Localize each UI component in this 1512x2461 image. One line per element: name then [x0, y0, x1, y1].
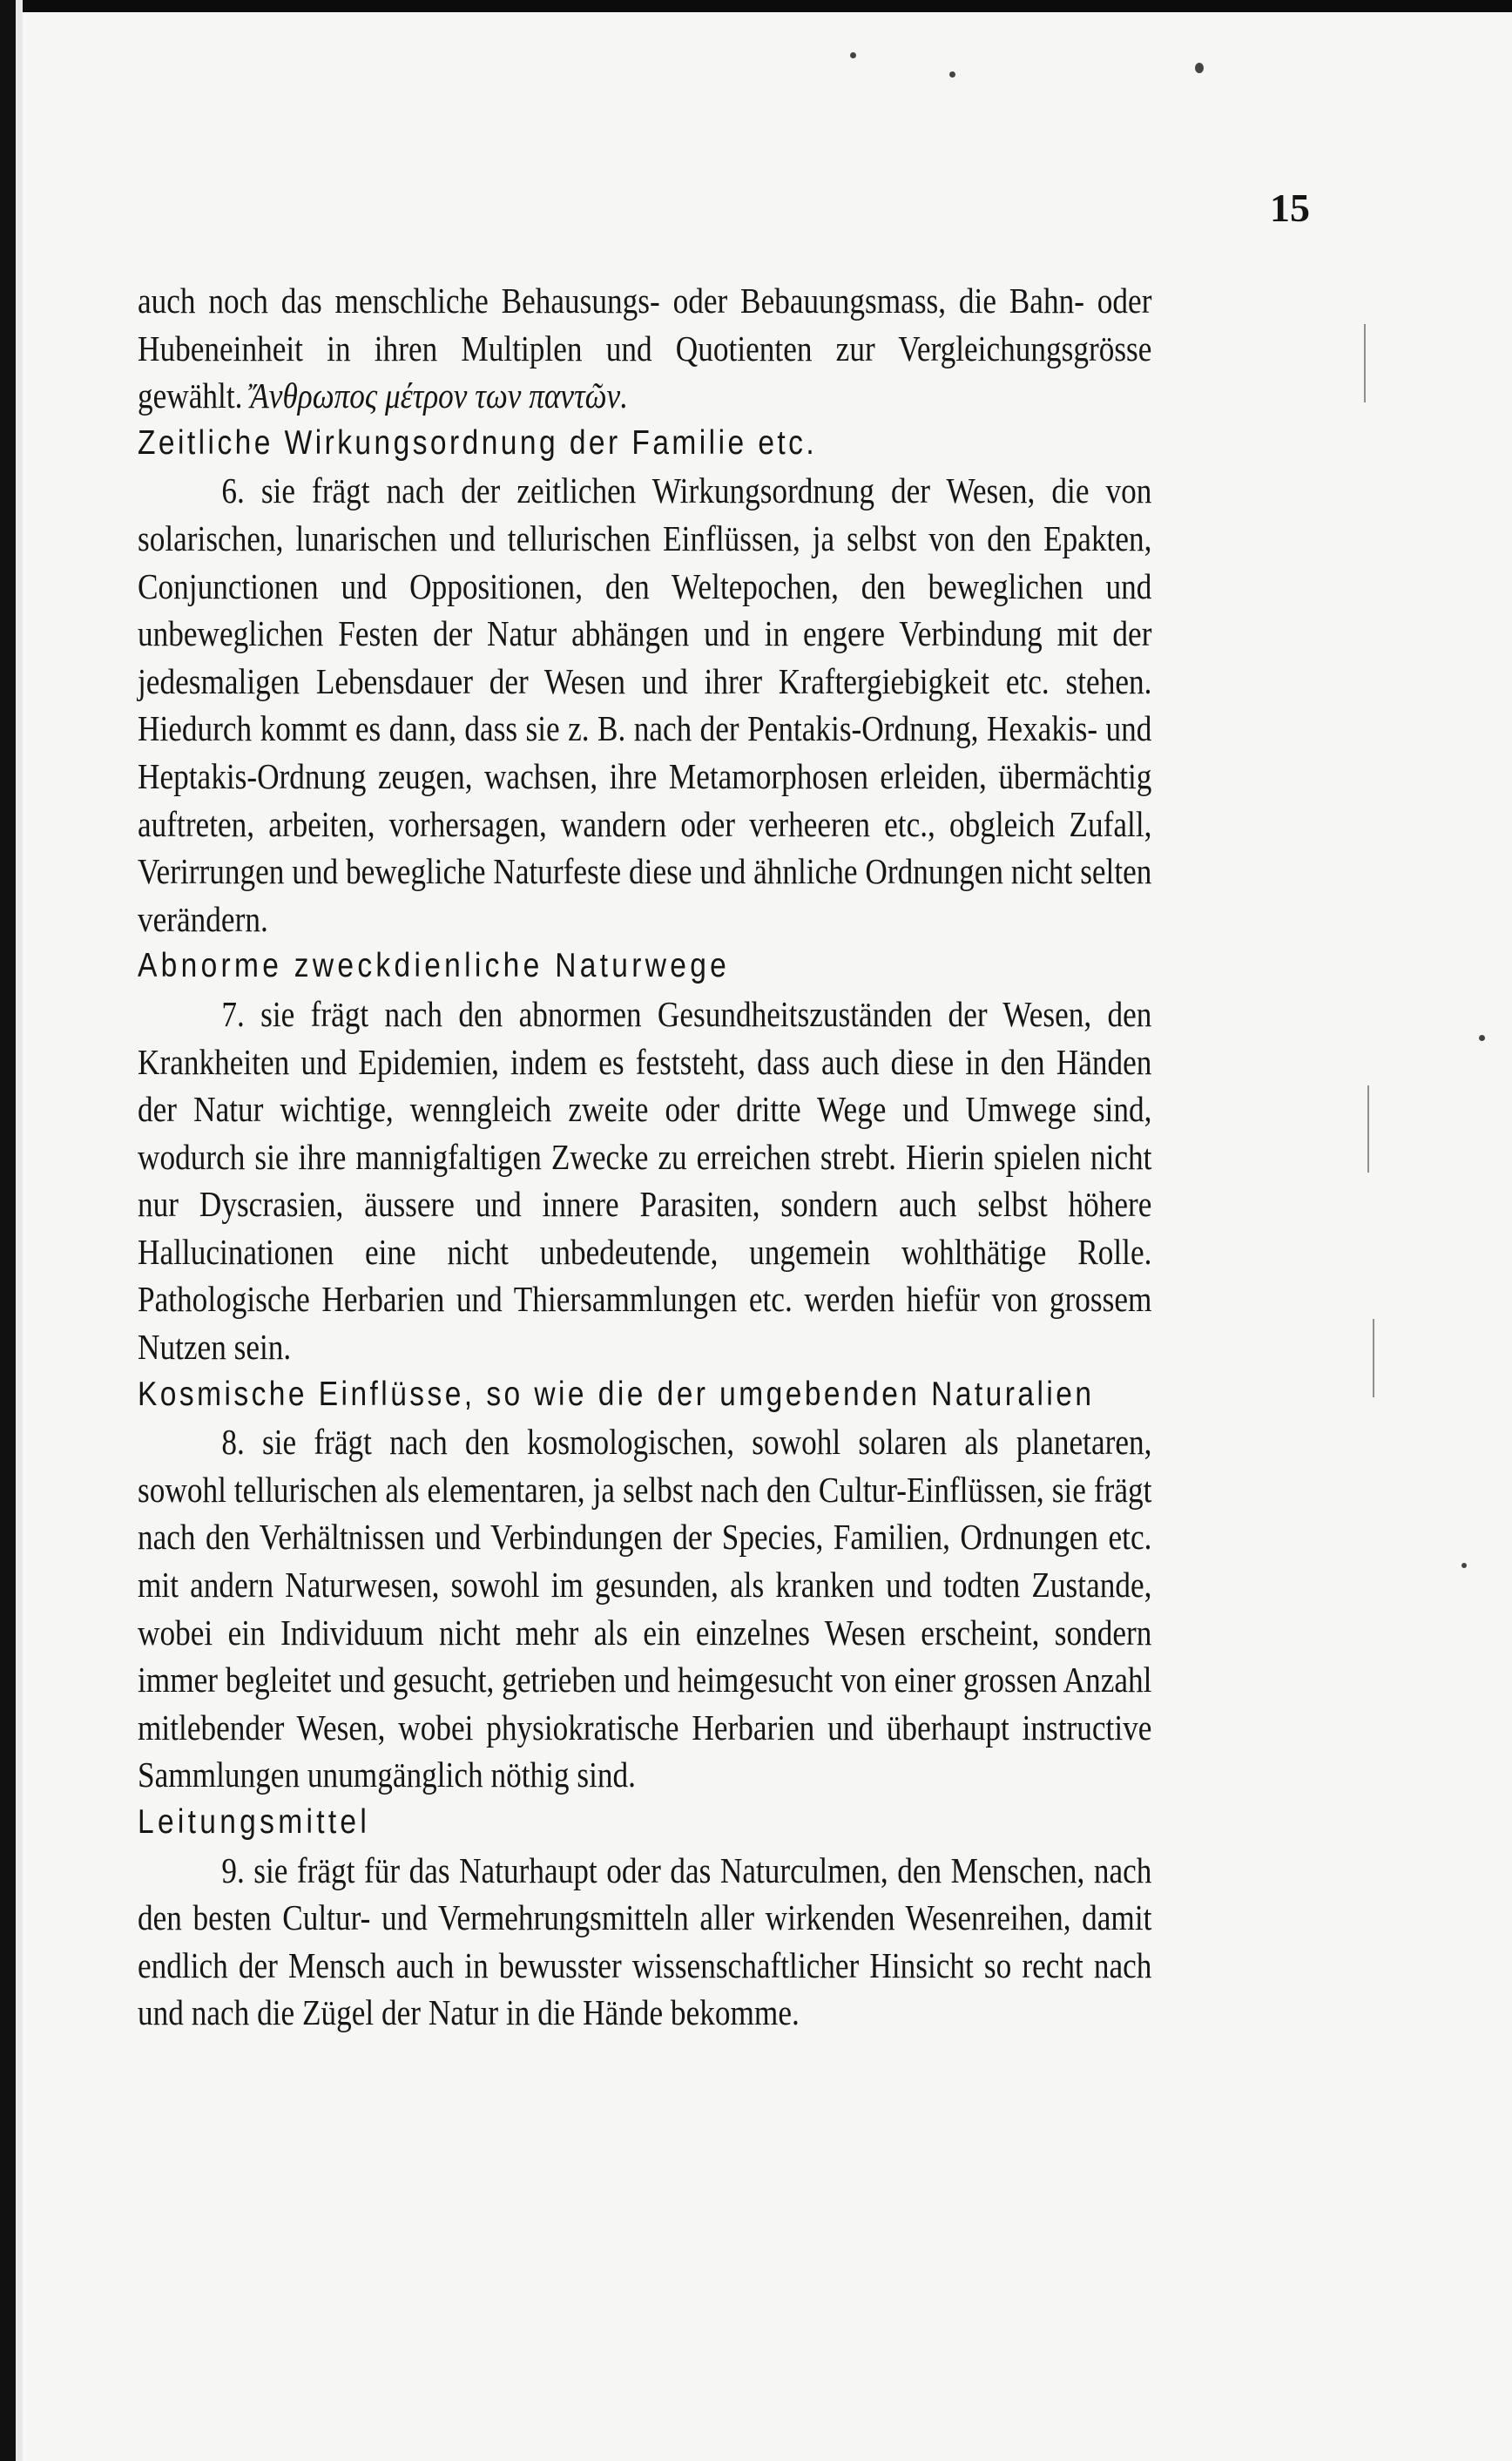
paragraph-text: 8. sie frägt nach den kosmologischen, sowohl solaren als planetaren, sowohl tellurischen als elementaren, ja selbst nach den Cultur-Einflüssen, sie frägt nach den Verhältnissen und Verbindungen der Species, Familien, Ordnungen etc. mit andern Naturwesen, sowohl im gesunden, als kranken und todten Zustande, wobei ein Individuum nicht mehr als ein einzelnes Wesen erscheint, sondern immer begleitet und gesucht, getrieben und heimgesucht von einer grossen Anzahl mitlebender Wesen, wobei physiokratische Herbarien und überhaupt instructive Sammlungen unumgänglich nöthig sind. — [138, 1422, 1152, 1795]
scan-speck — [1195, 63, 1204, 73]
paragraph — [138, 467, 1151, 943]
margin-mark — [1364, 324, 1366, 402]
paragraph-text: 6. sie frägt nach der zeitlichen Wirkungsordnung der Wesen, die von solarischen, lunarischen und tellurischen Einflüssen, ja selbst von den Epakten, Conjunctionen und Oppositionen, den Weltepochen, den beweglichen und unbeweglichen Festen der Natur abhängen und in engere Verbindung mit der jedesmaligen Lebensdauer der Wesen und ihrer Kraftergiebigkeit etc. stehen. Hiedurch kommt es dann, dass sie z. B. nach der Pentakis-Ordnung, Hexakis- und Heptakis-Ordnung zeugen, wachsen, ihre Metamorphosen erleiden, übermächtig auftreten, arbeiten, vorhersagen, wandern oder verheeren etc., obgleich Zufall, Verirrungen und bewegliche Naturfeste diese und ähnliche Ordnungen nicht selten verändern. — [138, 470, 1152, 939]
paragraph-text: auch noch das menschliche Behausungs- oder Bebauungsmass, die Bahn- oder Hubeneinheit in ihren Multiplen und Quotienten zur Vergleichungsgrösse gewählt. — [138, 281, 1152, 416]
scan-speck — [1479, 1035, 1485, 1041]
paragraph — [138, 1418, 1151, 1799]
paragraph — [138, 990, 1151, 1371]
margin-mark — [1373, 1319, 1374, 1397]
page-number: 15 — [1270, 186, 1310, 230]
scan-speck — [1461, 1563, 1467, 1568]
scan-speck — [949, 71, 955, 78]
scan-border-gap — [16, 0, 23, 2461]
scan-border-left — [0, 0, 16, 2461]
paragraph — [138, 1847, 1151, 2037]
scan-speck — [850, 52, 856, 58]
section-heading: Kosmische Einflüsse, so wie die der umgebenden Naturalien — [138, 1375, 1095, 1413]
paragraph-text: 9. sie frägt für das Naturhaupt oder das Naturculmen, den Menschen, nach den besten Cultur- und Vermehrungsmitteln aller wirkenden Wesenreihen, damit endlich der Mensch auch in bewusster wissenschaftlicher Hinsicht so recht nach und nach die Zügel der Natur in die Hände bekomme. — [138, 1849, 1152, 2033]
section-heading: Abnorme zweckdienliche Naturwege — [138, 947, 731, 985]
section-heading: Zeitliche Wirkungsordnung der Familie etc. — [138, 423, 818, 462]
paragraph-text: 7. sie frägt nach den abnormen Gesundheitszuständen der Wesen, den Krankheiten und Epidemien, indem es feststeht, dass auch diese in den Händen der Natur wichtige, wenngleich zweite oder dritte Wege und Umwege sind, wodurch sie ihre mannigfaltigen Zwecke zu erreichen strebt. Hierin spielen nicht nur Dyscrasien, äussere und innere Parasiten, sondern auch selbst höhere Hallucinationen eine nicht unbedeutende, ungemein wohlthätige Rolle. Pathologische Herbarien und Thiersammlungen etc. werden hiefür von grossem Nutzen sein. — [138, 993, 1152, 1368]
paragraph — [138, 277, 1151, 420]
greek-quote: Ἄνθρωπος μέτρον των παντῶν. — [250, 375, 629, 416]
section-heading: Leitungsmittel — [138, 1803, 371, 1841]
scan-border-top — [0, 0, 1512, 12]
page-text — [138, 277, 1151, 2037]
margin-mark — [1367, 1085, 1369, 1173]
